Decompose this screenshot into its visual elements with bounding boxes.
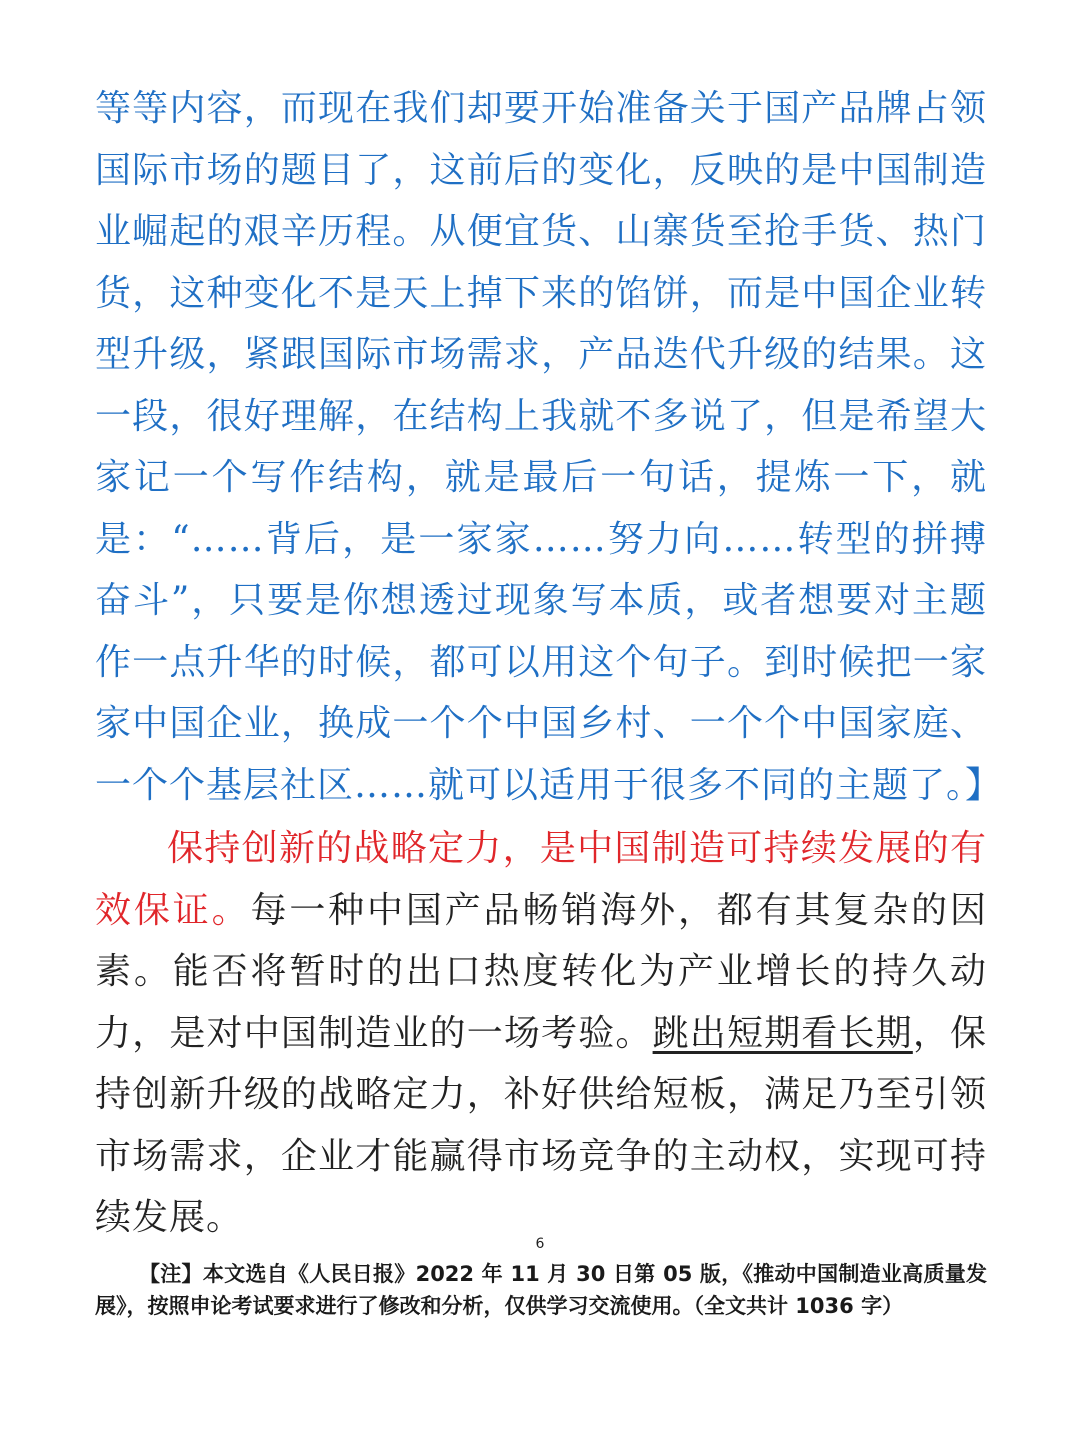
paragraph-text-part-2: ，保持创新升级的战略定力，补好供给短板，满足乃至引领市场需求，企业才能赢得市场竞争的主动权，实现可持续发展。 — [95, 1012, 987, 1238]
analysis-commentary: 等等内容，而现在我们却要开始准备关于国产品牌占领国际市场的题目了，这前后的变化，反映的是中国制造业崛起的艰辛历程。从便宜货、山寨货至抢手货、热门货，这种变化不是天上掉下来的馅饼，而是中国企业转型升级，紧跟国际市场需求，产品迭代升级的结果。这一段，很好理解，在结构上我就不多说了，但是希望大家记一个写作结构，就是最后一句话，提炼一下，就是：“……背后，是一家家……努力向……转型的拼搏奋斗”，只要是你想透过现象写本质，或者想要对主题作一点升华的时候，都可以用这个句子。到时候把一家家中国企业，换成一个个中国乡村、一个个中国家庭、一个个基层社区……就可以适用于很多不同的主题了。】 — [95, 88, 1003, 806]
source-footnote: 【注】本文选自《人民日报》2022 年 11 月 30 日第 05 版，《推动中国制造业高质量发展》，按照申论考试要求进行了修改和分析，仅供学习交流使用。（全文共计 1036 字） — [95, 1262, 987, 1318]
paragraph-text-part-1: 每一种中国产品畅销海外，都有其复杂的因素。能否将暂时的出口热度转化为产业增长的持久动力，是对中国制造业的一场考验。 — [95, 889, 987, 1054]
underlined-phrase: 跳出短期看长期 — [652, 1012, 913, 1054]
main-paragraph — [95, 818, 987, 1249]
page-number: 6 — [535, 1236, 545, 1252]
key-sentence-heading: 保持创新的战略定力，是中国制造可持续发展的有效保证。 — [95, 828, 987, 931]
